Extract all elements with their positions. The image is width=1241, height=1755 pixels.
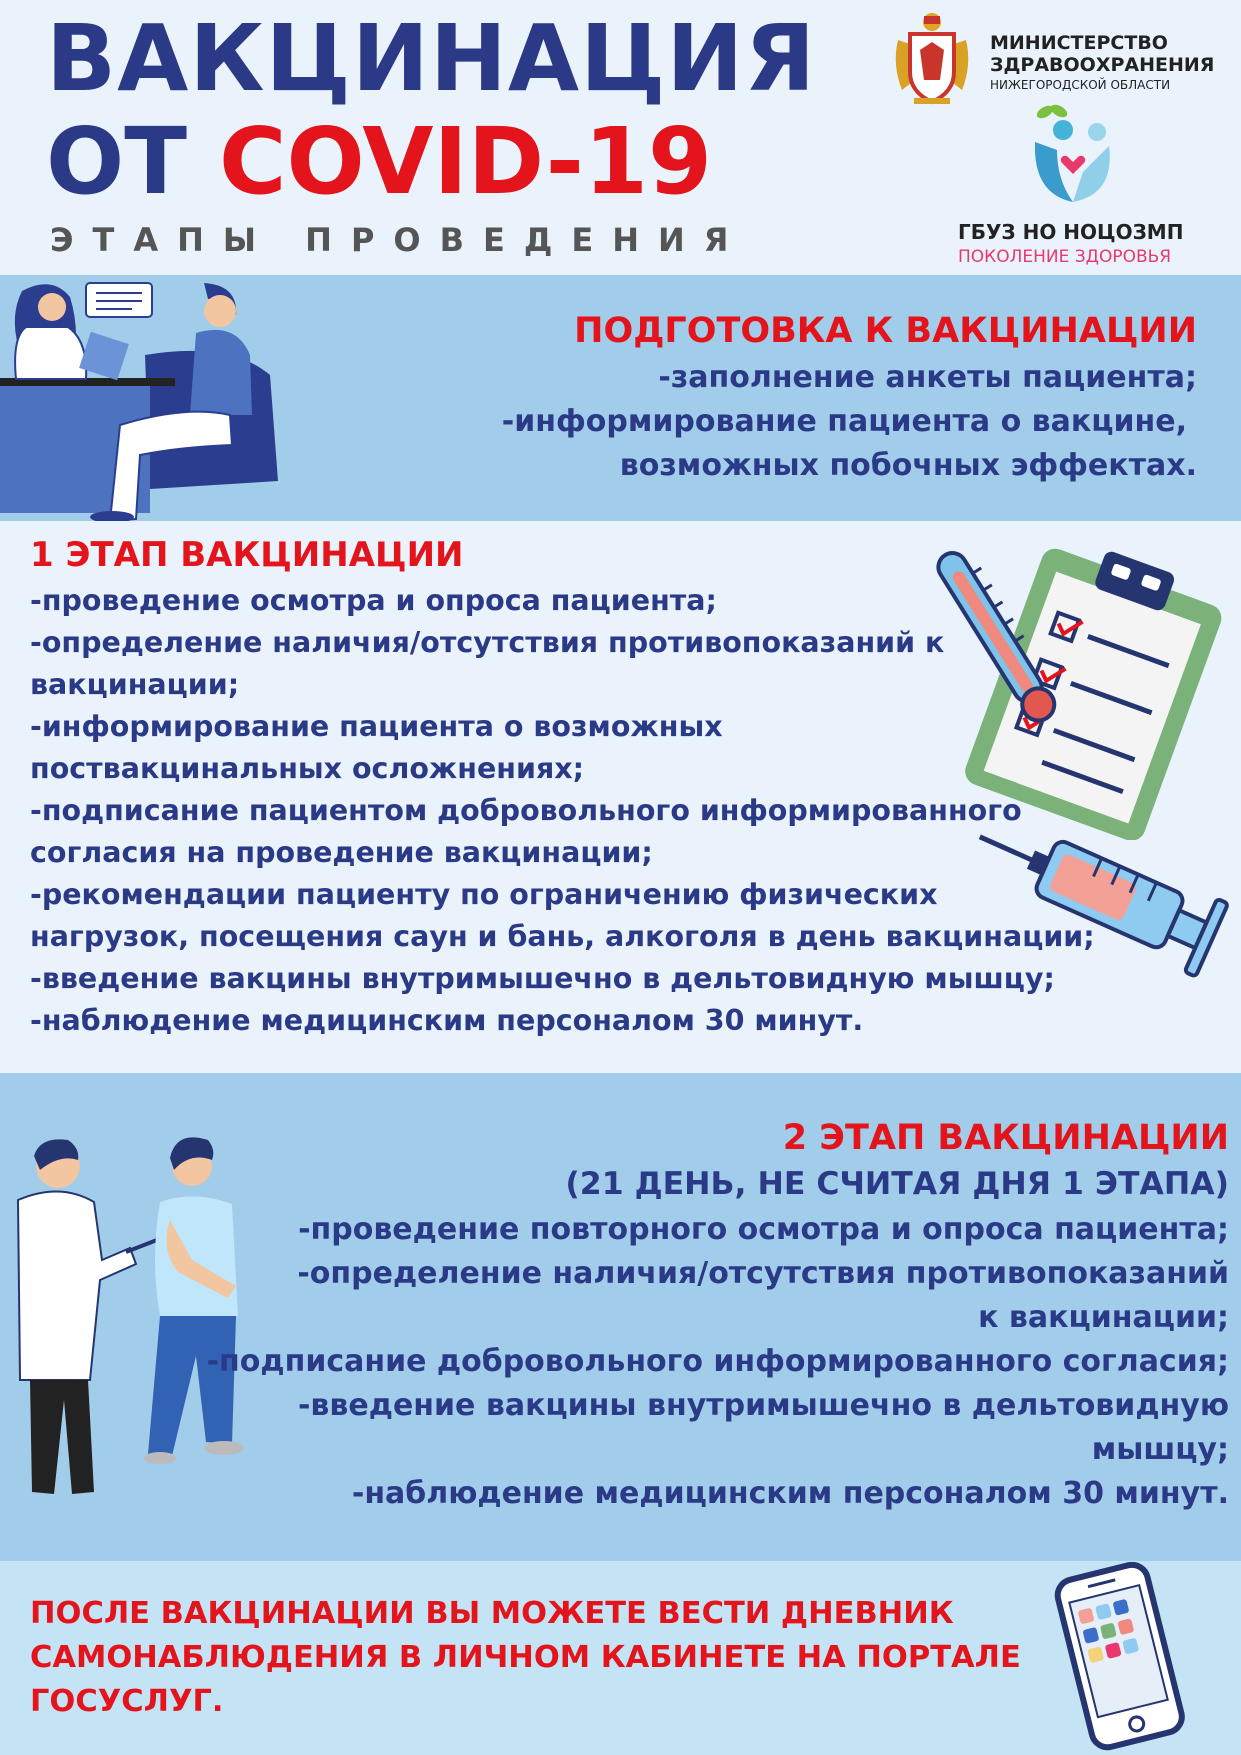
footer-line: ПОСЛЕ ВАКЦИНАЦИИ ВЫ МОЖЕТЕ ВЕСТИ ДНЕВНИК [30, 1596, 954, 1631]
stage2-list [207, 1208, 1229, 1516]
ministry-line1: МИНИСТЕРСТВО [990, 32, 1168, 54]
page-subtitle: ЭТАПЫ ПРОВЕДЕНИЯ [50, 221, 748, 259]
stage1-item: -подписание пациентом добровольного информированного [30, 794, 1022, 827]
stage1-item: -введение вакцины внутримышечно в дельтовидную мышцу; [30, 962, 1055, 995]
stage1-item: -наблюдение медицинским персоналом 30 минут. [30, 1004, 864, 1037]
stage2-heading: 2 ЭТАП ВАКЦИНАЦИИ [782, 1118, 1229, 1158]
prep-list [502, 356, 1197, 488]
stage1-item: -информирование пациента о возможных [30, 710, 723, 743]
prep-item: -заполнение анкеты пациента; [658, 360, 1197, 395]
stage2-item: -подписание добровольного информированного согласия; [206, 1344, 1229, 1379]
stage2-subheading: (21 ДЕНЬ, НЕ СЧИТАЯ ДНЯ 1 ЭТАПА) [565, 1166, 1229, 1202]
org-tagline: ПОКОЛЕНИЕ ЗДОРОВЬЯ [958, 247, 1172, 267]
title-prefix: ОТ [46, 108, 187, 215]
family-logo-icon [1025, 102, 1125, 214]
stage1-item: -проведение осмотра и опроса пациента; [30, 584, 717, 617]
footer-note [30, 1592, 1021, 1724]
stage1-item: вакцинации; [30, 668, 240, 701]
prep-item: -информирование пациента о вакцине, [501, 404, 1187, 439]
coat-of-arms-icon [888, 10, 976, 110]
prep-item: возможных побочных эффектах. [619, 448, 1197, 483]
stage2-item: -проведение повторного осмотра и опроса пациента; [298, 1212, 1229, 1247]
stage2-item: -наблюдение медицинским персоналом 30 минут. [351, 1476, 1229, 1511]
page-title-line2 [46, 108, 712, 215]
prep-heading: ПОДГОТОВКА К ВАКЦИНАЦИИ [574, 311, 1197, 351]
syringe-icon [960, 820, 1230, 1000]
stage2-item: -определение наличия/отсутствия противопоказаний [297, 1256, 1229, 1291]
stage1-item: согласия на проведение вакцинации; [30, 836, 653, 869]
page-title-line1: ВАКЦИНАЦИЯ [46, 5, 817, 112]
stage1-item: нагрузок, посещения саун и бань, алкоголя в день вакцинации; [30, 920, 1095, 953]
footer-line: ГОСУСЛУГ. [30, 1684, 224, 1719]
ministry-line2: ЗДРАВООХРАНЕНИЯ [990, 54, 1215, 76]
footer-line: САМОНАБЛЮДЕНИЯ В ЛИЧНОМ КАБИНЕТЕ НА ПОРТАЛЕ [30, 1640, 1021, 1675]
stage1-item: -рекомендации пациенту по ограничению физических [30, 878, 938, 911]
org-name: ГБУЗ НО НОЦОЗМП [958, 220, 1184, 244]
smartphone-icon [1040, 1562, 1200, 1752]
stage1-item: -определение наличия/отсутствия противопоказаний к [30, 626, 945, 659]
doctor-consultation-illustration [0, 275, 280, 521]
title-highlight: COVID-19 [219, 108, 712, 215]
thermometer-icon [928, 540, 1068, 740]
stage1-heading: 1 ЭТАП ВАКЦИНАЦИИ [30, 535, 464, 575]
stage2-item: к вакцинации; [978, 1300, 1229, 1335]
ministry-name [990, 32, 1214, 94]
stage2-item: мышцу; [1091, 1432, 1229, 1467]
ministry-line3: НИЖЕГОРОДСКОЙ ОБЛАСТИ [990, 78, 1171, 92]
stage1-item: поствакцинальных осложнениях; [30, 752, 585, 785]
stage2-item: -введение вакцины внутримышечно в дельтовидную [297, 1388, 1229, 1423]
